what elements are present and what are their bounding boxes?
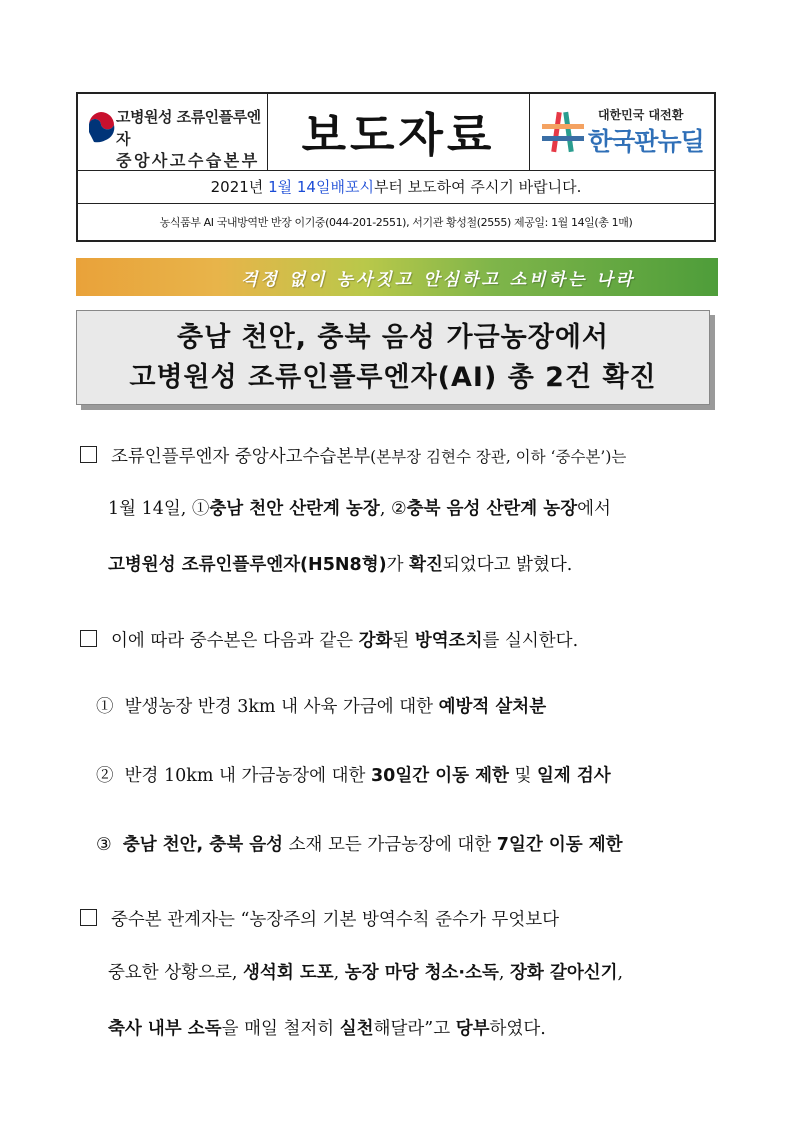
para3-yard: 농장 마당 청소·소독: [344, 963, 499, 983]
item2-and: 및: [508, 766, 537, 786]
para1-end: 되었다고 밝혔다.: [442, 555, 573, 575]
item3-num: ③: [96, 835, 112, 855]
newdeal-logo-icon: [540, 108, 586, 156]
para1-line2: [108, 501, 611, 519]
government-emblem-icon: [86, 108, 116, 152]
checkbox-square-icon: [80, 630, 97, 647]
release-when: 시: [359, 178, 374, 196]
slogan-text: 걱정 없이 농사짓고 안심하고 소비하는 나라: [241, 269, 636, 290]
para1-ga: 가: [386, 555, 410, 575]
headline-line1: 충남 천안, 충북 음성 가금농장에서: [176, 321, 609, 353]
para2-strengthen: 강화: [358, 631, 393, 651]
newdeal-cell: [530, 94, 714, 170]
para1-line3: [108, 557, 572, 575]
para2-measures: 방역조치: [414, 631, 483, 651]
header-table: [76, 92, 716, 242]
para3-barn: 축사 내부 소독: [108, 1019, 222, 1039]
list-item: [96, 837, 623, 855]
para1-virus: 고병원성 조류인플루엔자(H5N8형): [108, 555, 387, 575]
ministry-name-line2: 중앙사고수습본부: [116, 151, 260, 170]
headline-box: [76, 310, 710, 405]
title-cell: [268, 94, 530, 170]
para1-line1: [80, 446, 626, 467]
para3-boots: 장화 갈아신기: [510, 963, 618, 983]
release-date: 1월 14일: [268, 178, 331, 196]
para1-suffix: 에서: [577, 499, 611, 519]
ministry-name: [116, 106, 267, 172]
item3-text: 소재 모든 가금농장에 대한: [283, 835, 497, 855]
para2-text-c: 된: [392, 631, 415, 651]
ministry-cell: [78, 94, 268, 170]
list-item: [96, 768, 611, 786]
newdeal-title: 한국판뉴딜: [588, 127, 704, 156]
para1-confirmed: 확진: [409, 555, 443, 575]
release-mid: 배포: [330, 178, 360, 196]
contact-info: 농식품부 AI 국내방역반 반장 이기중(044-201-2551), 서기관 황성철(2555) 제공일: 1월 14일(총 1매): [159, 216, 633, 229]
list-item: [96, 699, 546, 717]
para3-request: 당부: [455, 1019, 490, 1039]
release-row: [78, 170, 714, 204]
para2-text-a: 이에 따라 중수본은 다음과 같은: [111, 631, 359, 651]
para3-line1: [80, 909, 559, 930]
para3-practice: 실천: [339, 1019, 374, 1039]
para3-line3: [108, 1021, 546, 1039]
slogan-banner: [76, 258, 718, 296]
checkbox-square-icon: [80, 909, 97, 926]
item2-text: 반경 10km 내 가금농장에 대한: [124, 766, 371, 786]
para1-farm1: 충남 천안 산란계 농장: [209, 499, 380, 519]
para2-text-e: 를 실시한다.: [482, 631, 579, 651]
release-rest: 부터 보도하여 주시기 바랍니다.: [373, 178, 582, 196]
item1-text: 발생농장 반경 3km 내 사육 가금에 대한: [124, 697, 439, 717]
item2-bold1: 30일간 이동 제한: [370, 766, 509, 786]
para3-end: 하였다.: [489, 1019, 546, 1039]
item3-bold: 7일간 이동 제한: [496, 835, 623, 855]
para3-sep2: ,: [498, 963, 511, 983]
para2-line: [80, 630, 578, 651]
para3-lime: 생석회 도포: [243, 963, 334, 983]
para1-farm2: 충북 음성 산란계 농장: [406, 499, 578, 519]
para3-text-2a: 중요한 상황으로,: [108, 963, 244, 983]
item1-bold: 예방적 살처분: [438, 697, 547, 717]
newdeal-subtitle: 대한민국 대전환: [598, 108, 684, 122]
para3-text-3d: 해달라”고: [373, 1019, 456, 1039]
para3-sep1: ,: [333, 963, 345, 983]
para3-text-3b: 을 매일 철저히: [221, 1019, 340, 1039]
item1-num: ①: [96, 697, 114, 717]
para3-sep3: ,: [617, 963, 624, 983]
para3-text-1: 중수본 관계자는 “농장주의 기본 방역수칙 준수가 무엇보다: [111, 910, 560, 930]
item2-num: ②: [96, 766, 114, 786]
item3-region: 충남 천안, 충북 음성: [122, 835, 284, 855]
para3-line2: [108, 965, 623, 983]
para1-text-b: (본부장 김현수 장관, 이하 ‘중수본’)는: [370, 448, 627, 466]
contact-row: [78, 204, 714, 240]
headline-line2: 고병원성 조류인플루엔자(AI) 총 2건 확진: [129, 361, 657, 393]
item2-bold2: 일제 검사: [536, 766, 611, 786]
para1-sep: , ②: [379, 499, 407, 519]
para1-date: 1월 14일, ①: [108, 499, 210, 519]
para1-text-a: 조류인플루엔자 중앙사고수습본부: [111, 447, 371, 467]
header-top-row: [78, 94, 714, 171]
release-year: 2021년: [210, 178, 264, 196]
checkbox-square-icon: [80, 446, 97, 463]
doc-title: 보도자료: [301, 108, 496, 162]
ministry-name-line1: 고병원성 조류인플루엔자: [116, 108, 261, 148]
